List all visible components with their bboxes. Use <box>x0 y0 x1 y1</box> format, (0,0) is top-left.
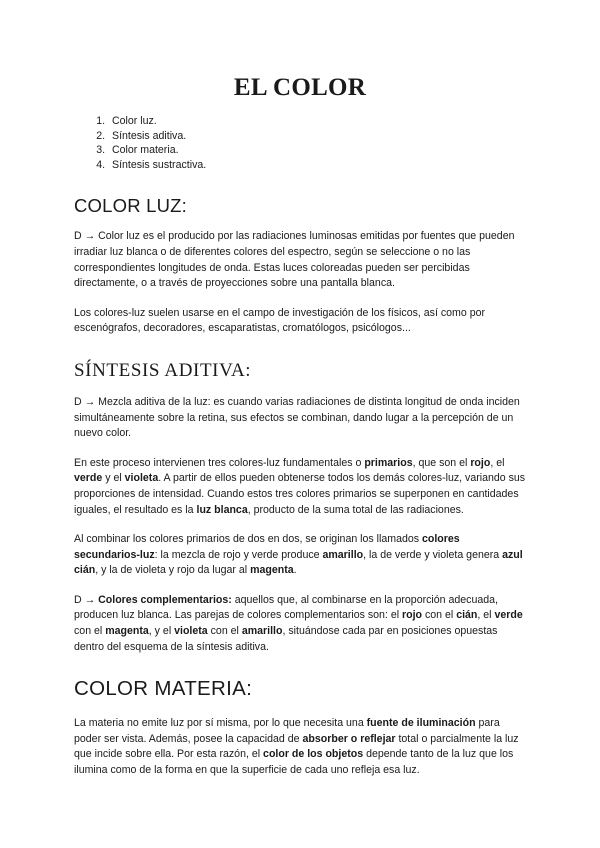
paragraph: La materia no emite luz por sí misma, por lo que necesita una fuente de iluminación para poder ser vista. Además, posee la capacidad de absorber o reflejar total o parcialmente la luz que incide sobre ella. Por esta razón, el color de los objetos depende tanto de la luz que los ilumina como de la forma en que la superficie de cada uno refleja esa luz. <box>74 717 519 777</box>
toc-item: 3. Color materia. <box>108 143 526 158</box>
paragraph: D → Color luz es el producido por las radiaciones luminosas emitidas por fuentes que pueden irradiar luz blanca o de diferentes colores del espectro, según se seleccione o no las correspondientes longitudes de onda. Estas luces coloreadas pueden ser percibidas directamente, o a través de proyecciones sobre una pantalla blanca. <box>74 230 515 290</box>
paragraph: En este proceso intervienen tres colores-luz fundamentales o primarios, que son el rojo, el verde y el violeta. A partir de ellos pueden obtenerse todos los demás colores-luz, variando sus proporciones de intensidad. Cuando estos tres colores primarios se superponen en cantidades iguales, el resultado es la luz blanca, producto de la suma total de las radiaciones. <box>74 456 526 516</box>
toc-item: 2. Síntesis aditiva. <box>108 129 526 144</box>
paragraph: Los colores-luz suelen usarse en el campo de investigación de los físicos, así como por escenógrafos, decoradores, escaparatistas, cromatólogos, psicólogos... <box>74 306 486 335</box>
toc-item: 4. Síntesis sustractiva. <box>108 158 526 173</box>
table-of-contents <box>74 114 526 172</box>
section-heading-color-materia: COLOR MATERIA: <box>74 677 253 701</box>
section-heading-sintesis-aditiva: SÍNTESIS ADITIVA: <box>74 359 252 381</box>
paragraph: Al combinar los colores primarios de dos en dos, se originan los llamados colores secundarios-luz: la mezcla de rojo y verde produce amarillo, la de verde y violeta genera azul cián, y la de violeta y rojo da lugar al magenta. <box>74 533 523 577</box>
paragraph: D → Mezcla aditiva de la luz: es cuando varias radiaciones de distinta longitud de onda inciden simultáneamente sobre la retina, sus efectos se combinan, dando lugar a la percepción de un nuevo color. <box>74 395 520 440</box>
paragraph: D → Colores complementarios: aquellos que, al combinarse en la proporción adecuada, producen luz blanca. Las parejas de colores complementarios son: el rojo con el cián, el verde con el magenta, y el violeta con el amarillo, situándose cada par en posiciones opuestas dentro del esquema de la síntesis aditiva. <box>74 593 523 653</box>
toc-item: 1. Color luz. <box>108 114 526 129</box>
section-heading-color-luz: COLOR LUZ: <box>74 195 188 217</box>
page-title: EL COLOR <box>233 74 367 101</box>
